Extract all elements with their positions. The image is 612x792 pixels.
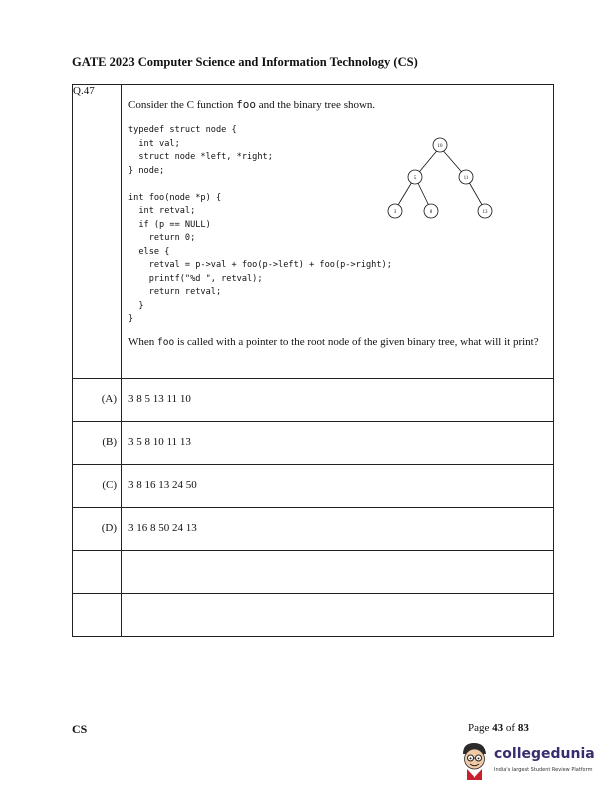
option-label: (D) — [73, 508, 122, 551]
logo-tagline: India's largest Student Review Platform — [494, 767, 593, 773]
option-row-a — [73, 379, 554, 422]
option-label: (C) — [73, 465, 122, 508]
empty-row — [73, 594, 554, 637]
option-text: 3 5 8 10 11 13 — [122, 422, 554, 465]
collegedunia-logo — [458, 740, 596, 782]
option-row-b — [73, 422, 554, 465]
question-text: When foo is called with a pointer to the root node of the given binary tree, what will it print? — [128, 336, 539, 348]
option-label: (A) — [73, 379, 122, 422]
option-text: 3 8 5 13 11 10 — [122, 379, 554, 422]
option-row-c — [73, 465, 554, 508]
tree-node-label: 5 — [413, 175, 417, 181]
function-name: foo — [236, 98, 257, 111]
question-intro: Consider the C function foo and the binary tree shown. — [128, 98, 376, 111]
mascot-icon — [458, 740, 492, 780]
logo-name: collegedunia — [494, 746, 595, 762]
option-text: 3 16 8 50 24 13 — [122, 508, 554, 551]
tree-node-label: 10 — [437, 143, 443, 149]
question-row — [73, 85, 554, 379]
question-body — [122, 85, 554, 379]
function-name: foo — [157, 337, 175, 348]
option-label: (B) — [73, 422, 122, 465]
tree-node-label: 13 — [482, 209, 488, 215]
page-header-title: GATE 2023 Computer Science and Information Technology (CS) — [72, 55, 418, 69]
option-text: 3 8 16 13 24 50 — [122, 465, 554, 508]
empty-row — [73, 551, 554, 594]
question-number: Q.47 — [73, 85, 122, 379]
binary-tree-diagram — [384, 131, 504, 221]
page-number: Page 43 of 83 — [468, 722, 529, 734]
code-block: typedef struct node { int val; struct node *left, *right; } node; int foo(node *p) { int retval; if (p == NULL) return 0; else { retval = p->val + foo(p->left) + foo(p->right); printf("%d ", retval); return retval; } } — [128, 125, 392, 324]
question-table — [72, 84, 554, 637]
footer-subject: CS — [72, 722, 88, 736]
option-row-d — [73, 508, 554, 551]
tree-node-label: 8 — [429, 209, 433, 215]
tree-node-label: 3 — [393, 209, 397, 215]
tree-node-label: 11 — [463, 175, 469, 181]
